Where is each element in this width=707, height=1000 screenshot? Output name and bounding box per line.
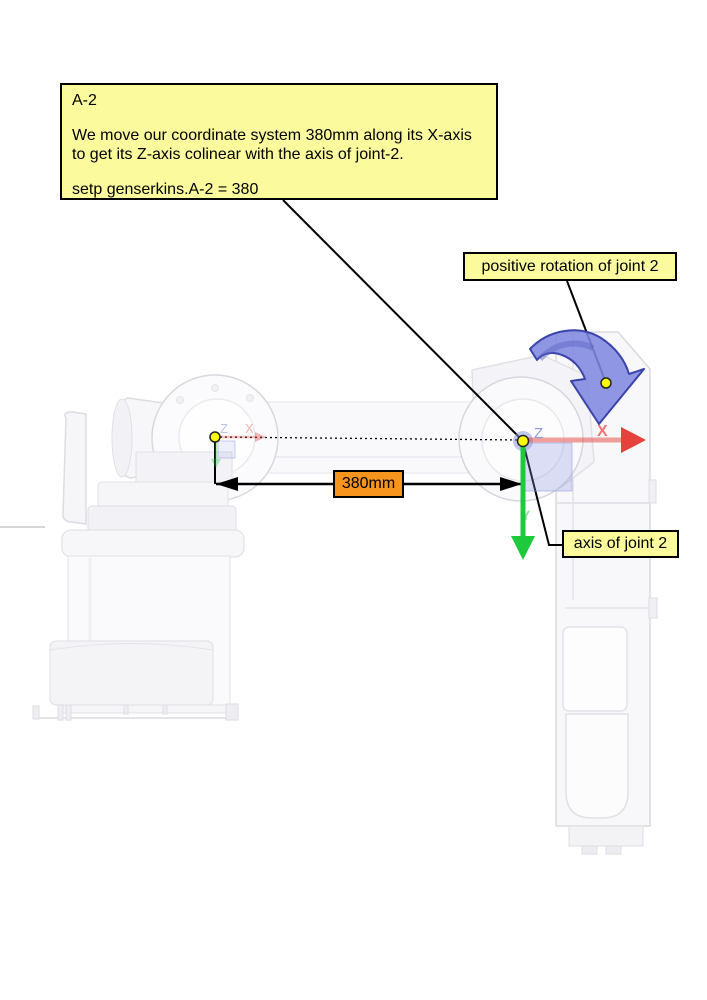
y-axis-label-right: Y — [521, 507, 531, 523]
forearm-foot-tab-1 — [582, 846, 597, 854]
forearm-lower-panel — [566, 714, 628, 818]
origin-marker-dot-right — [518, 436, 529, 447]
a2-body-line-1: We move our coordinate system 380mm along its X-axis — [72, 127, 472, 144]
base-ring-2 — [88, 506, 236, 532]
z-axis-label-left: Z — [220, 421, 228, 436]
base-foot-1 — [33, 706, 39, 719]
base-foot-2 — [58, 705, 63, 720]
forearm-tab-2 — [649, 598, 657, 618]
a2-command: setp genserkins.A-2 = 380 — [72, 181, 259, 198]
left-frame-plane — [218, 441, 235, 458]
shoulder-bolt-2 — [212, 385, 219, 392]
y-axis-arrowhead-icon — [511, 536, 535, 560]
x-axis-label-left: X — [245, 421, 254, 436]
right-frame-plane — [523, 443, 572, 491]
x-axis-label-right: X — [597, 423, 608, 440]
base-foot-3 — [66, 705, 71, 720]
base-foot-6 — [226, 704, 238, 720]
z-axis-label-right: Z — [534, 425, 544, 442]
forearm-foot-tab-2 — [606, 846, 621, 854]
positive-rotation-label: positive rotation of joint 2 — [463, 252, 677, 281]
dimension-value-label: 380mm — [333, 470, 404, 498]
axis-of-joint2-label: axis of joint 2 — [562, 530, 679, 558]
forearm-foot — [569, 826, 643, 846]
a2-body-line-2: to get its Z-axis colinear with the axis of joint-2. — [72, 146, 404, 163]
forearm-upper-panel — [563, 627, 627, 711]
origin-marker-dot-left — [210, 432, 220, 442]
shoulder-bolt-1 — [177, 397, 184, 404]
robot-base — [33, 375, 278, 720]
base-foot-5 — [163, 705, 167, 714]
forearm-tab-1 — [649, 480, 656, 503]
base-bracket — [63, 412, 86, 524]
base-foot-4 — [124, 705, 128, 714]
base-front-cylinder — [50, 641, 213, 705]
a2-title: A-2 — [72, 92, 97, 109]
base-plate — [62, 705, 238, 713]
shoulder-motor-face — [112, 399, 132, 477]
base-flange — [62, 530, 244, 557]
rotation-marker-dot — [601, 378, 611, 388]
a2-note-box — [60, 83, 498, 200]
base-ring-1 — [98, 482, 228, 508]
robot-render — [0, 332, 657, 854]
shoulder-bolt-3 — [247, 395, 254, 402]
